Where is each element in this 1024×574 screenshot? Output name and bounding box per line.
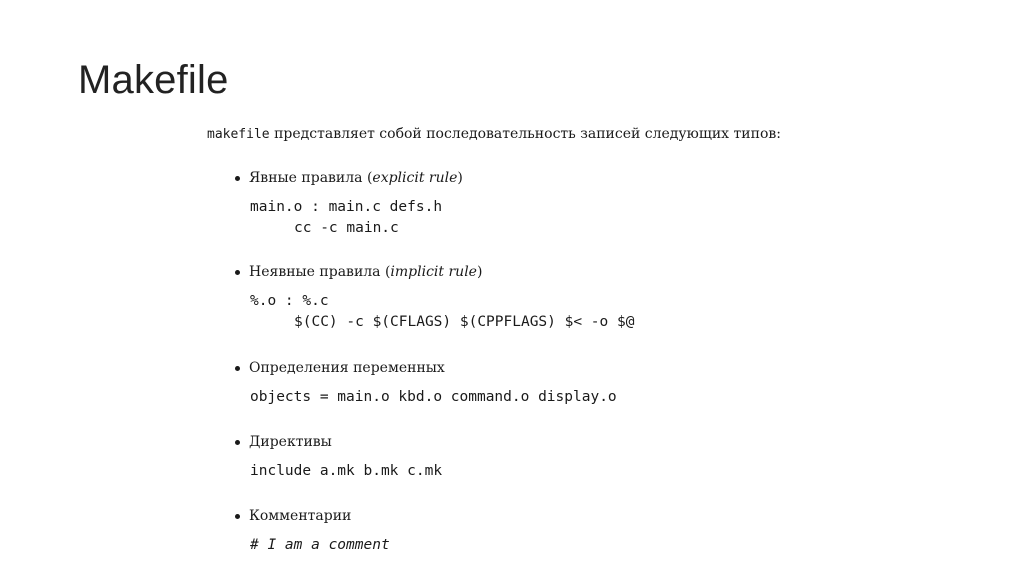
section-label-italic: implicit rule [390, 264, 477, 280]
section-label-end: ) [476, 264, 483, 280]
code-block [250, 197, 835, 239]
code-line-indented: $(CC) -c $(CFLAGS) $(CPPFLAGS) $< -o $@ [294, 314, 635, 330]
code-block [250, 535, 835, 556]
section-heading [235, 358, 835, 378]
code-block [250, 387, 835, 408]
section-comments [235, 506, 835, 556]
bullet-icon [235, 176, 240, 181]
code-block [250, 461, 835, 482]
section-implicit-rules [235, 262, 835, 333]
section-label-end: ) [457, 170, 463, 186]
section-label-italic: explicit rule [372, 170, 458, 186]
section-label: Явные правила ( [249, 170, 373, 186]
code-line: %.o : %.c [250, 293, 329, 309]
section-label: Неявные правила ( [249, 264, 391, 280]
code-line: objects = main.o kbd.o command.o display.o [250, 389, 617, 405]
section-explicit-rules [235, 168, 835, 239]
section-heading [235, 262, 835, 282]
bullet-icon [235, 514, 240, 519]
bullet-icon [235, 366, 240, 371]
slide-title: Makefile [78, 58, 229, 102]
code-line: # I am a comment [250, 537, 390, 553]
intro-description: представляет собой последовательность записей следующих типов: [269, 126, 781, 142]
section-heading [235, 168, 835, 188]
intro-text [207, 124, 847, 145]
section-heading [235, 506, 835, 526]
section-label: Комментарии [249, 508, 352, 524]
slide-content [207, 124, 847, 553]
code-line: main.o : main.c defs.h [250, 199, 443, 215]
bullet-icon [235, 440, 240, 445]
code-line: include a.mk b.mk c.mk [250, 463, 443, 479]
section-variable-definitions [235, 358, 835, 408]
section-directives [235, 432, 835, 482]
section-label: Определения переменных [249, 360, 445, 376]
intro-keyword: makefile [207, 127, 270, 142]
code-block [250, 291, 835, 333]
section-label: Директивы [249, 434, 332, 450]
code-line-indented: cc -c main.c [294, 220, 399, 236]
bullet-icon [235, 270, 240, 275]
section-heading [235, 432, 835, 452]
